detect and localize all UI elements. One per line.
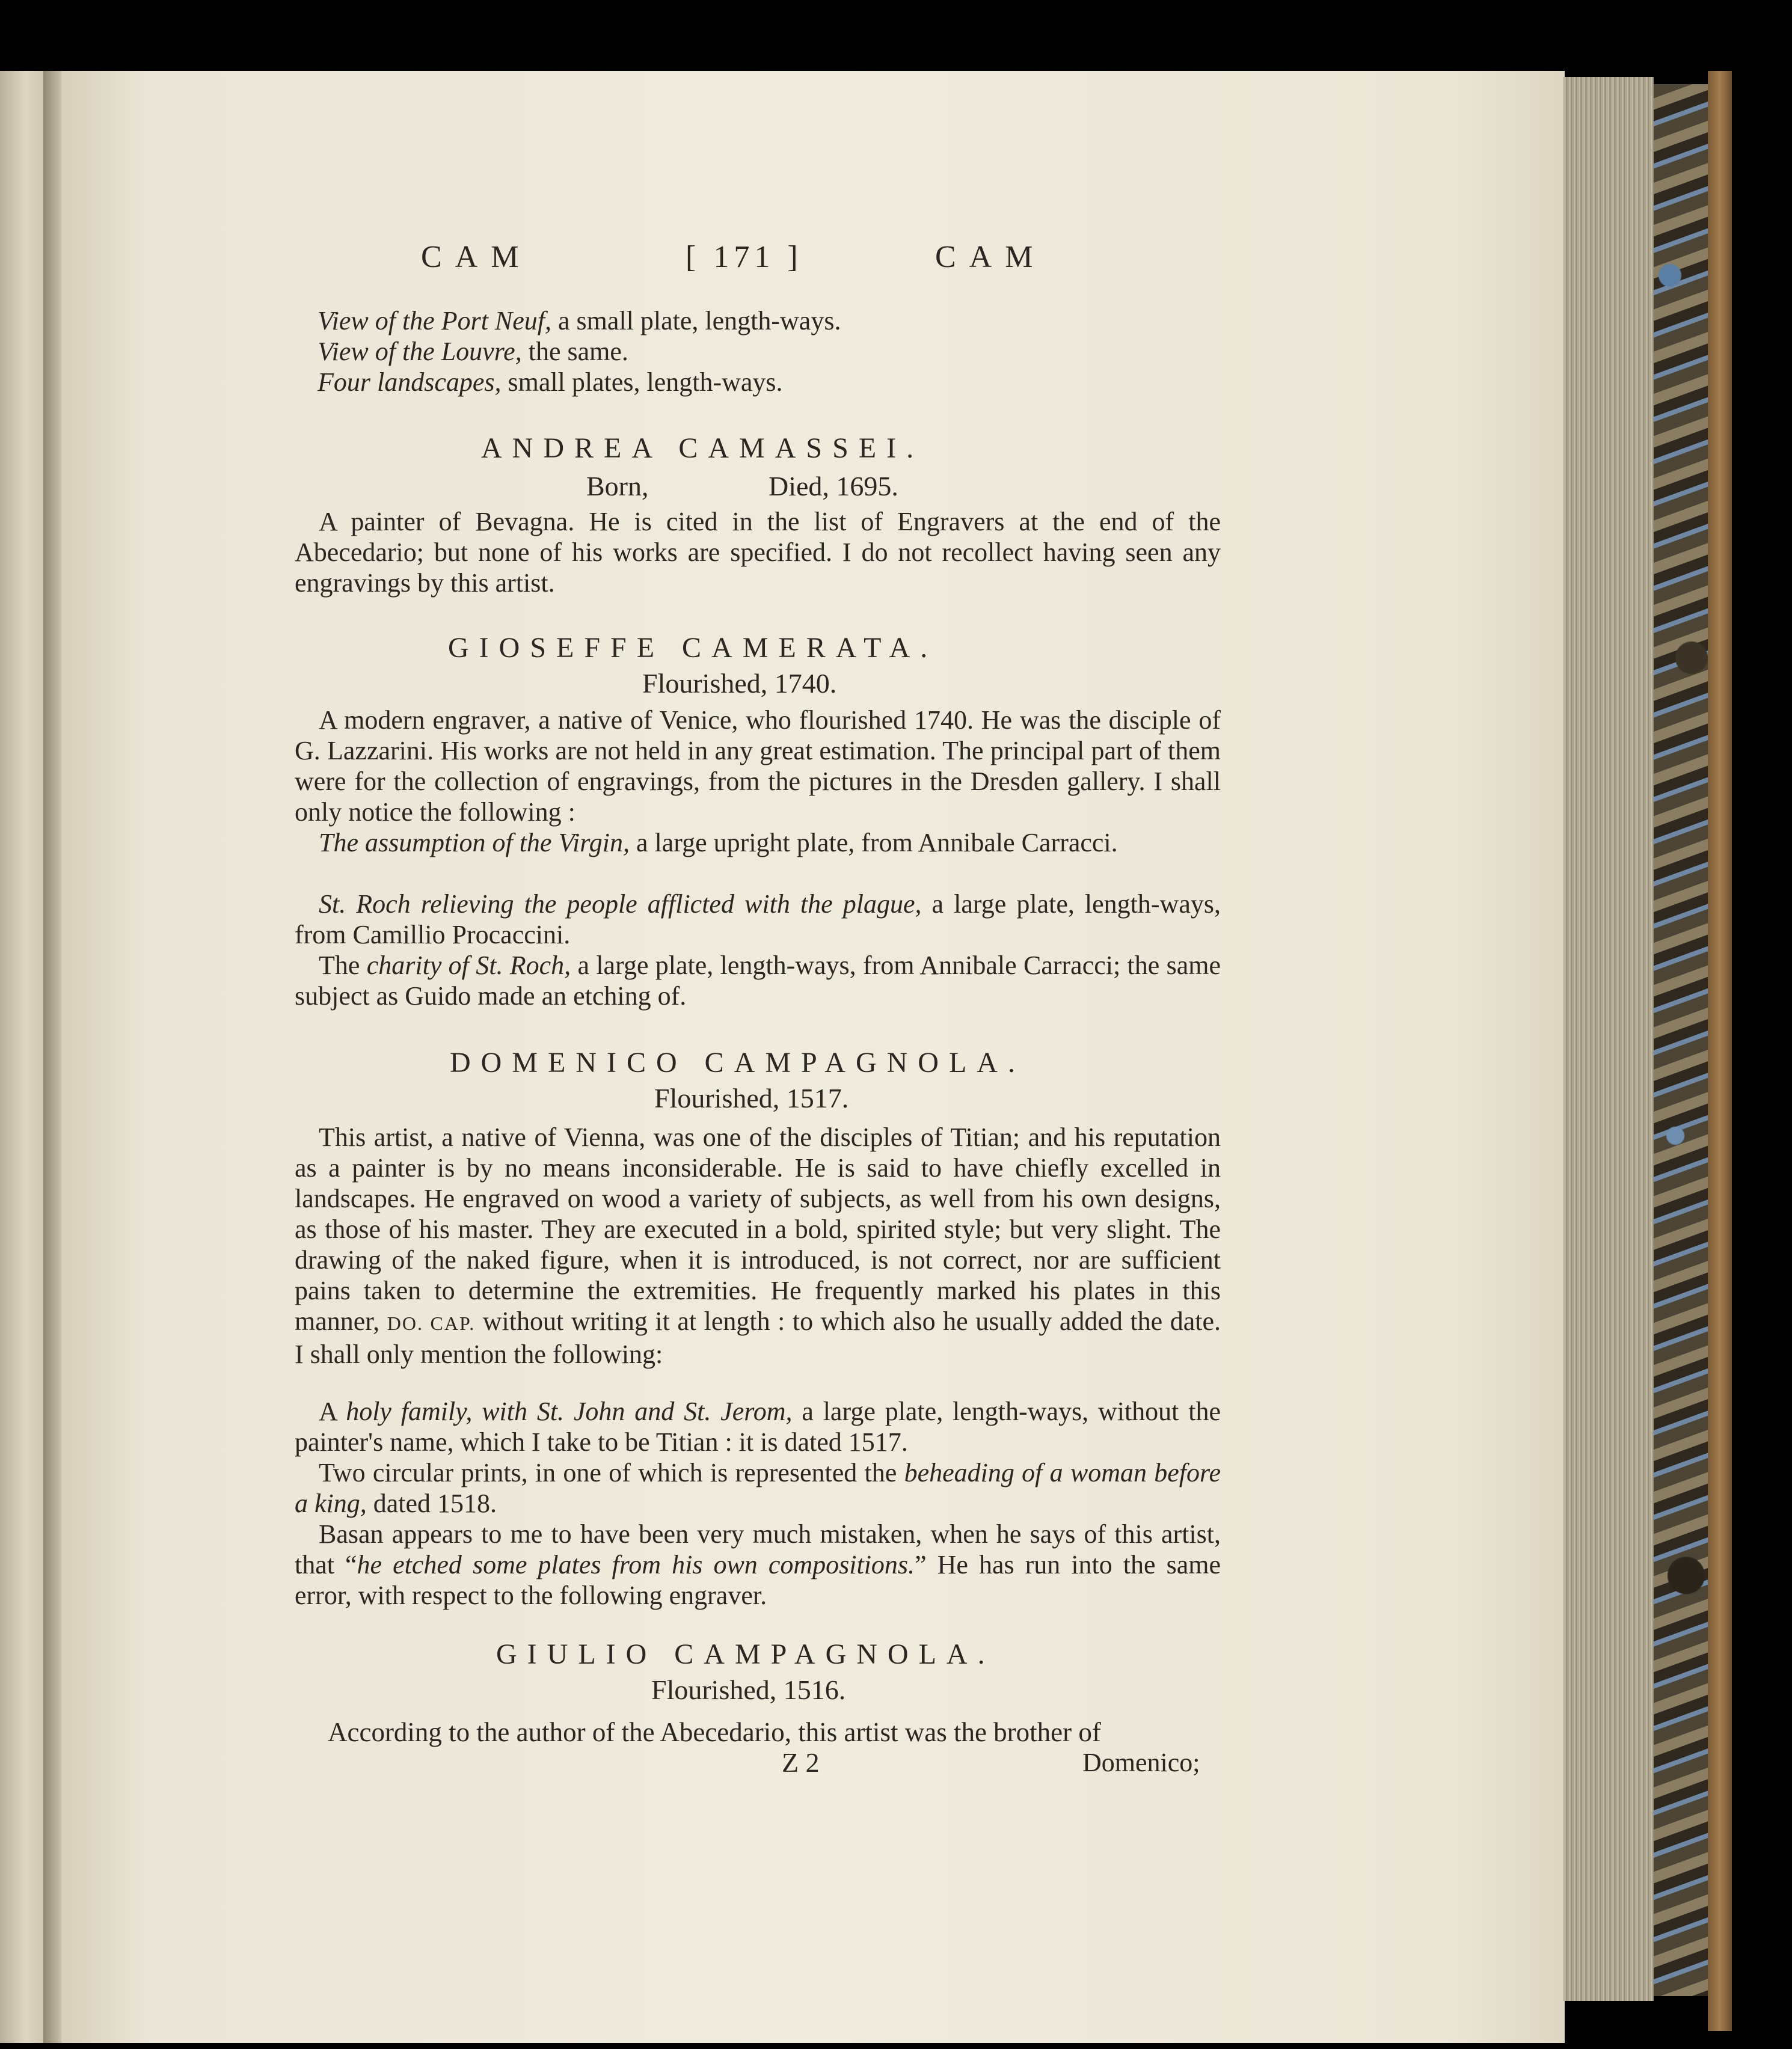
note-quote: he etched some plates from his own compositions. [357, 1550, 915, 1579]
work-title: St. Roch relieving the people afflicted with the plague, [319, 889, 922, 919]
leather-binding [1708, 71, 1732, 2031]
marbled-cover [1654, 84, 1708, 1996]
work-lead: A [319, 1397, 346, 1426]
domenico-paragraph [295, 1122, 1221, 1370]
work-title: beheading of a woman before a king, [295, 1458, 1221, 1518]
running-head-left: CAM [421, 240, 532, 274]
intro-entry [318, 367, 783, 397]
flourished-date: Flourished, 1516. [651, 1674, 846, 1705]
work-desc: a large plate, length-ways, from Annibale Carracci; the same subject as Guido made an etching of. [295, 951, 1221, 1011]
work-desc: a large plate, length-ways, without the painter's name, which I take to be Titian : it is dated 1517. [295, 1397, 1221, 1457]
book-gutter [43, 71, 61, 2043]
work-desc: a large plate, length-ways, from Camillio Procaccini. [295, 889, 1221, 949]
entry-title: Four landscapes, [318, 367, 502, 397]
camerata-paragraph: A modern engraver, a native of Venice, who flourished 1740. He was the disciple of G. Lazzarini. His works are not held in any great estimation. The principal part of them were for the collection of engravings, from the pictures in the Dresden gallery. I shall only notice the following : [295, 705, 1221, 827]
work-lead: The [319, 951, 367, 980]
paragraph-text: without writing it at length : to which also he usually added the date. I shall only mention the following: [295, 1306, 1221, 1369]
work-title: holy family, with St. John and St. Jerom, [346, 1397, 793, 1426]
basan-note [295, 1519, 1221, 1611]
intro-entry [318, 336, 628, 367]
work-desc: dated 1518. [366, 1489, 497, 1518]
signature-mark: Z 2 [782, 1747, 820, 1778]
born-label: Born, [586, 471, 649, 501]
entry-desc: a small plate, length-ways. [551, 306, 841, 335]
paragraph-text: This artist, a native of Vienna, was one of the disciples of Titian; and his reputation as a painter is by no means inconsiderable. He is said to have chiefly excelled in landscapes. He engraved on wood a variety of subjects, as well from his own designs, as those of his master. They are executed in a bold, spirited style; but very slight. The drawing of the naked figure, when it is introduced, is not correct, nor are sufficient pains taken to determine the extremities. He frequently marked his plates in this manner, [295, 1123, 1221, 1336]
running-head-right: CAM [935, 240, 1046, 274]
flourished-date: Flourished, 1740. [642, 668, 837, 699]
entry-title: View of the Port Neuf, [318, 306, 552, 335]
camerata-work [295, 950, 1221, 1011]
died-date: Died, 1695. [769, 471, 898, 501]
flourished-date: Flourished, 1517. [654, 1083, 849, 1113]
giulio-paragraph: According to the author of the Abecedario, this artist was the brother of [328, 1717, 1101, 1747]
entry-desc: small plates, length-ways. [501, 367, 783, 397]
domenico-work [295, 1396, 1221, 1457]
note-tail: ” He has run into the same error, with respect to the following engraver. [295, 1550, 1221, 1610]
artist-name-domenico: DOMENICO CAMPAGNOLA. [450, 1047, 1025, 1079]
entry-title: View of the Louvre, [318, 337, 522, 366]
artist-name-camassei: ANDREA CAMASSEI. [481, 432, 924, 464]
work-title: charity of St. Roch, [366, 951, 571, 980]
catchword: Domenico; [1082, 1748, 1200, 1777]
work-title: The assumption of the Virgin, [319, 828, 630, 857]
entry-desc: the same. [521, 337, 628, 366]
facing-page-edge [0, 71, 43, 2043]
camassei-paragraph: A painter of Bevagna. He is cited in the list of Engravers at the end of the Abecedario; but none of his works are specified. I do not recollect having seen any engravings by this artist. [295, 507, 1221, 598]
camerata-work [295, 827, 1221, 858]
page-block-edge [1563, 77, 1654, 2001]
work-lead: Two circular prints, in one of which is represented the [319, 1458, 904, 1487]
monogram-mark: DO. CAP. [387, 1312, 476, 1334]
artist-name-camerata: GIOSEFFE CAMERATA. [448, 632, 938, 664]
camerata-work [295, 889, 1221, 950]
note-lead: Basan appears to me to have been very much mistaken, when he says of this artist, that “ [295, 1519, 1221, 1579]
work-desc: a large upright plate, from Annibale Carracci. [630, 828, 1118, 857]
page-number: [ 171 ] [686, 240, 803, 274]
domenico-work [295, 1457, 1221, 1519]
intro-entry [318, 305, 841, 336]
artist-name-giulio: GIULIO CAMPAGNOLA. [496, 1638, 995, 1670]
